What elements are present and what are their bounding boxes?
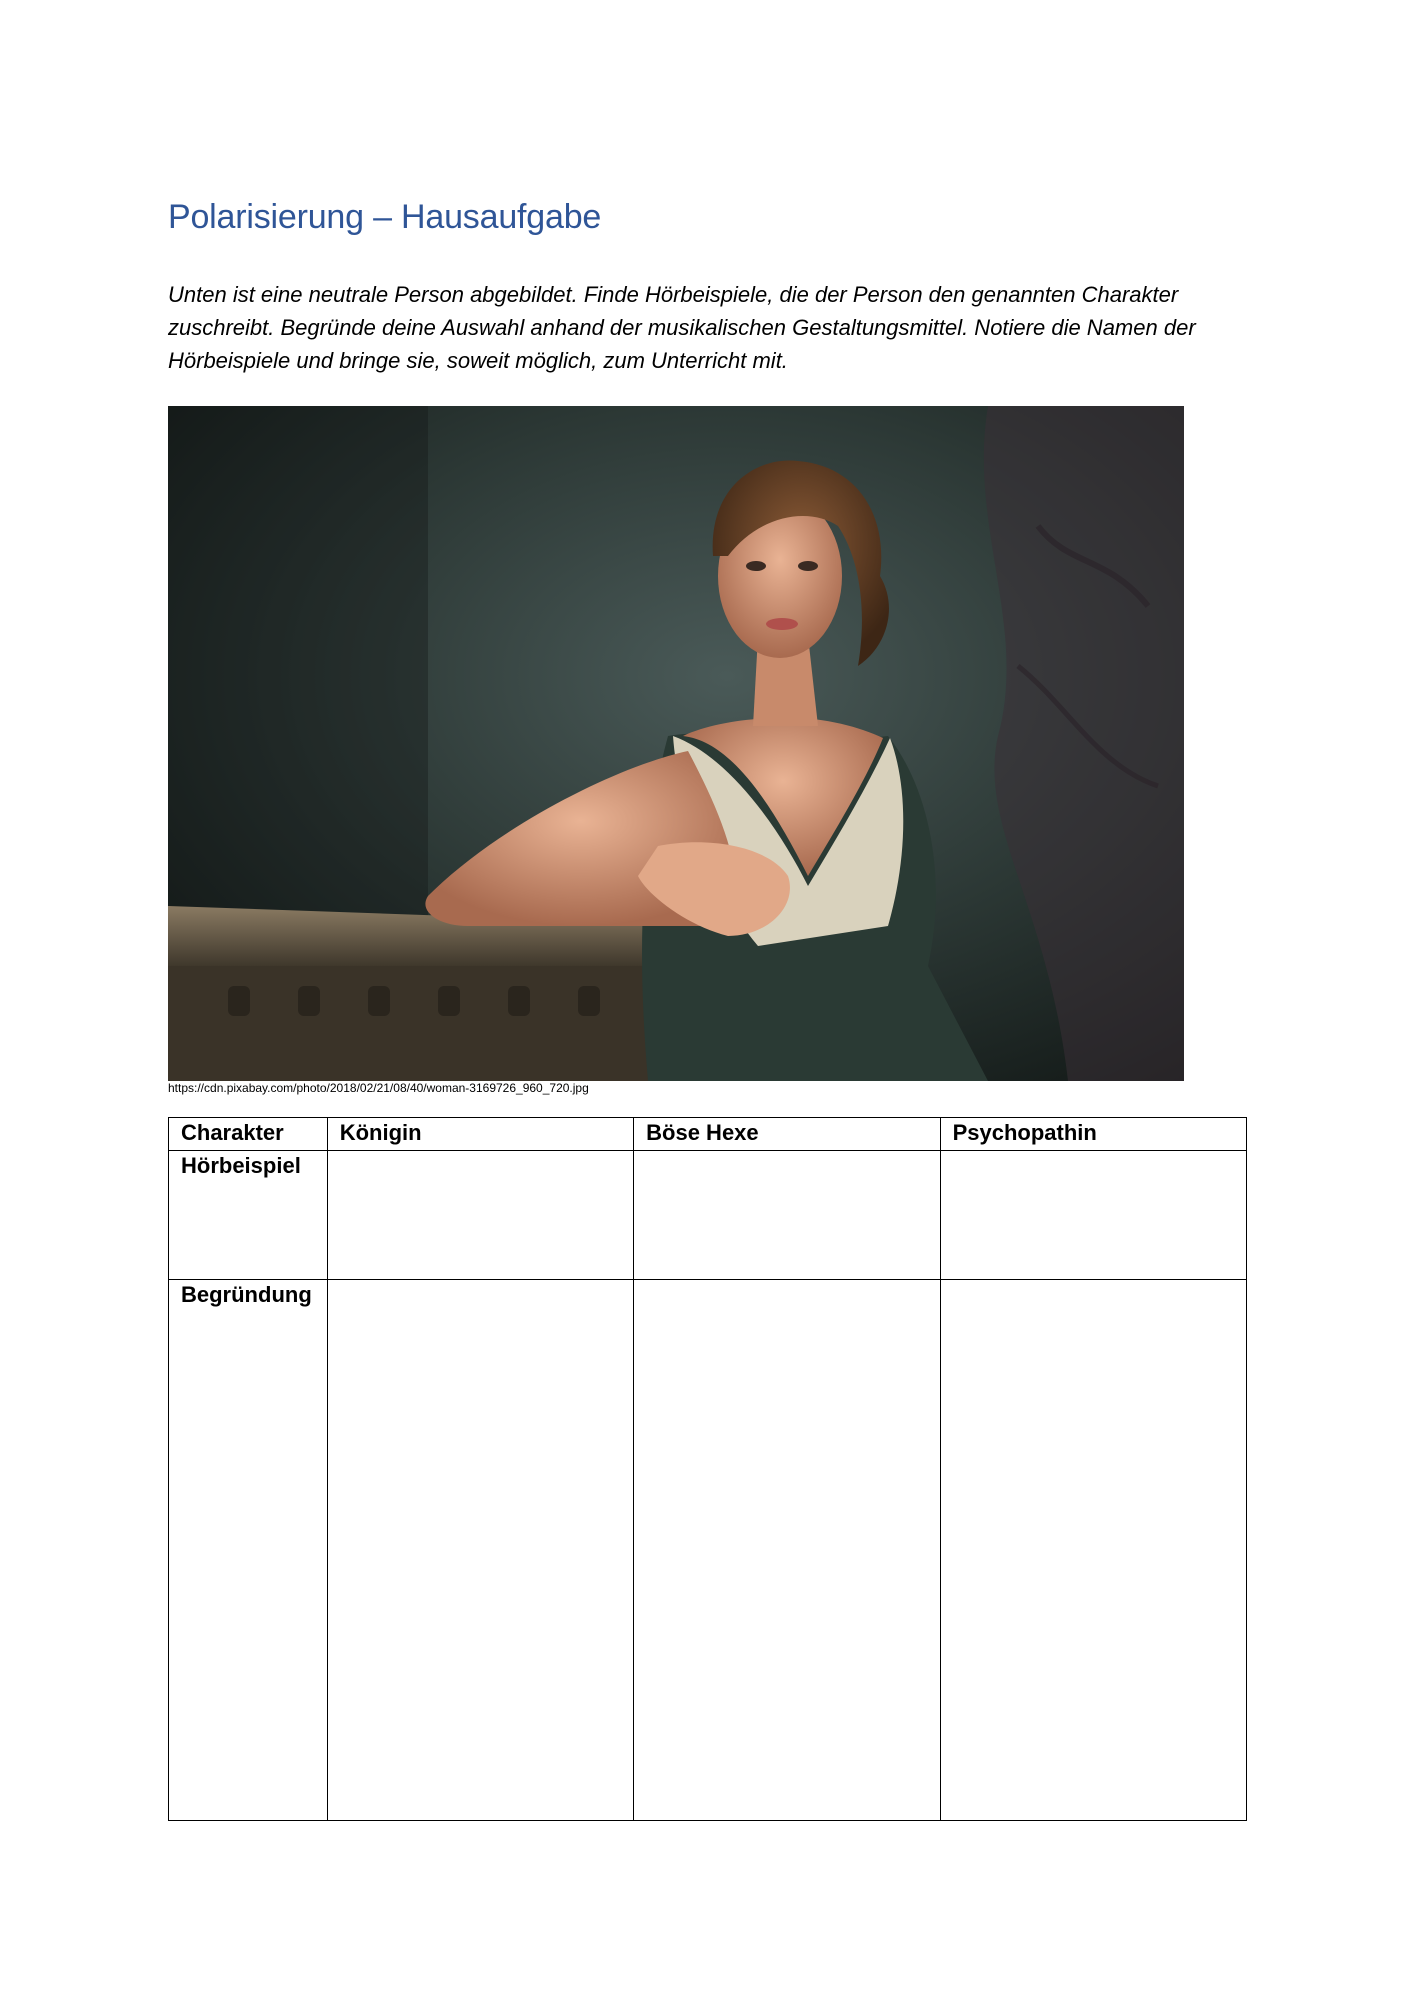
image-source-caption: https://cdn.pixabay.com/photo/2018/02/21/08/40/woman-3169726_960_720.jpg xyxy=(168,1081,589,1095)
answer-cell[interactable] xyxy=(327,1280,633,1821)
answer-cell[interactable] xyxy=(634,1280,940,1821)
header-cell-koenigin: Königin xyxy=(327,1118,633,1151)
table-header-row xyxy=(169,1118,1247,1151)
header-cell-charakter: Charakter xyxy=(169,1118,328,1151)
answer-cell[interactable] xyxy=(634,1151,940,1280)
answer-cell[interactable] xyxy=(940,1280,1246,1821)
page-title: Polarisierung – Hausaufgabe xyxy=(168,198,602,236)
assignment-table xyxy=(168,1117,1247,1821)
table-row-begruendung xyxy=(169,1280,1247,1821)
row-label-begruendung: Begründung xyxy=(169,1280,328,1821)
table-row-hoerbeispiel xyxy=(169,1151,1247,1280)
header-cell-psychopathin: Psychopathin xyxy=(940,1118,1246,1151)
portrait-photo xyxy=(168,406,1184,1081)
row-label-hoerbeispiel: Hörbeispiel xyxy=(169,1151,328,1280)
header-cell-boese-hexe: Böse Hexe xyxy=(634,1118,940,1151)
answer-cell[interactable] xyxy=(940,1151,1246,1280)
answer-cell[interactable] xyxy=(327,1151,633,1280)
instructions-text: Unten ist eine neutrale Person abgebildet. Finde Hörbeispiele, die der Person den genannten Charakter zuschreibt. Begründe deine Auswahl anhand der musikalischen Gestaltungsmittel. Notiere die Namen der Hörbeispiele und bringe sie, soweit möglich, zum Unterricht mit. xyxy=(168,282,1196,373)
